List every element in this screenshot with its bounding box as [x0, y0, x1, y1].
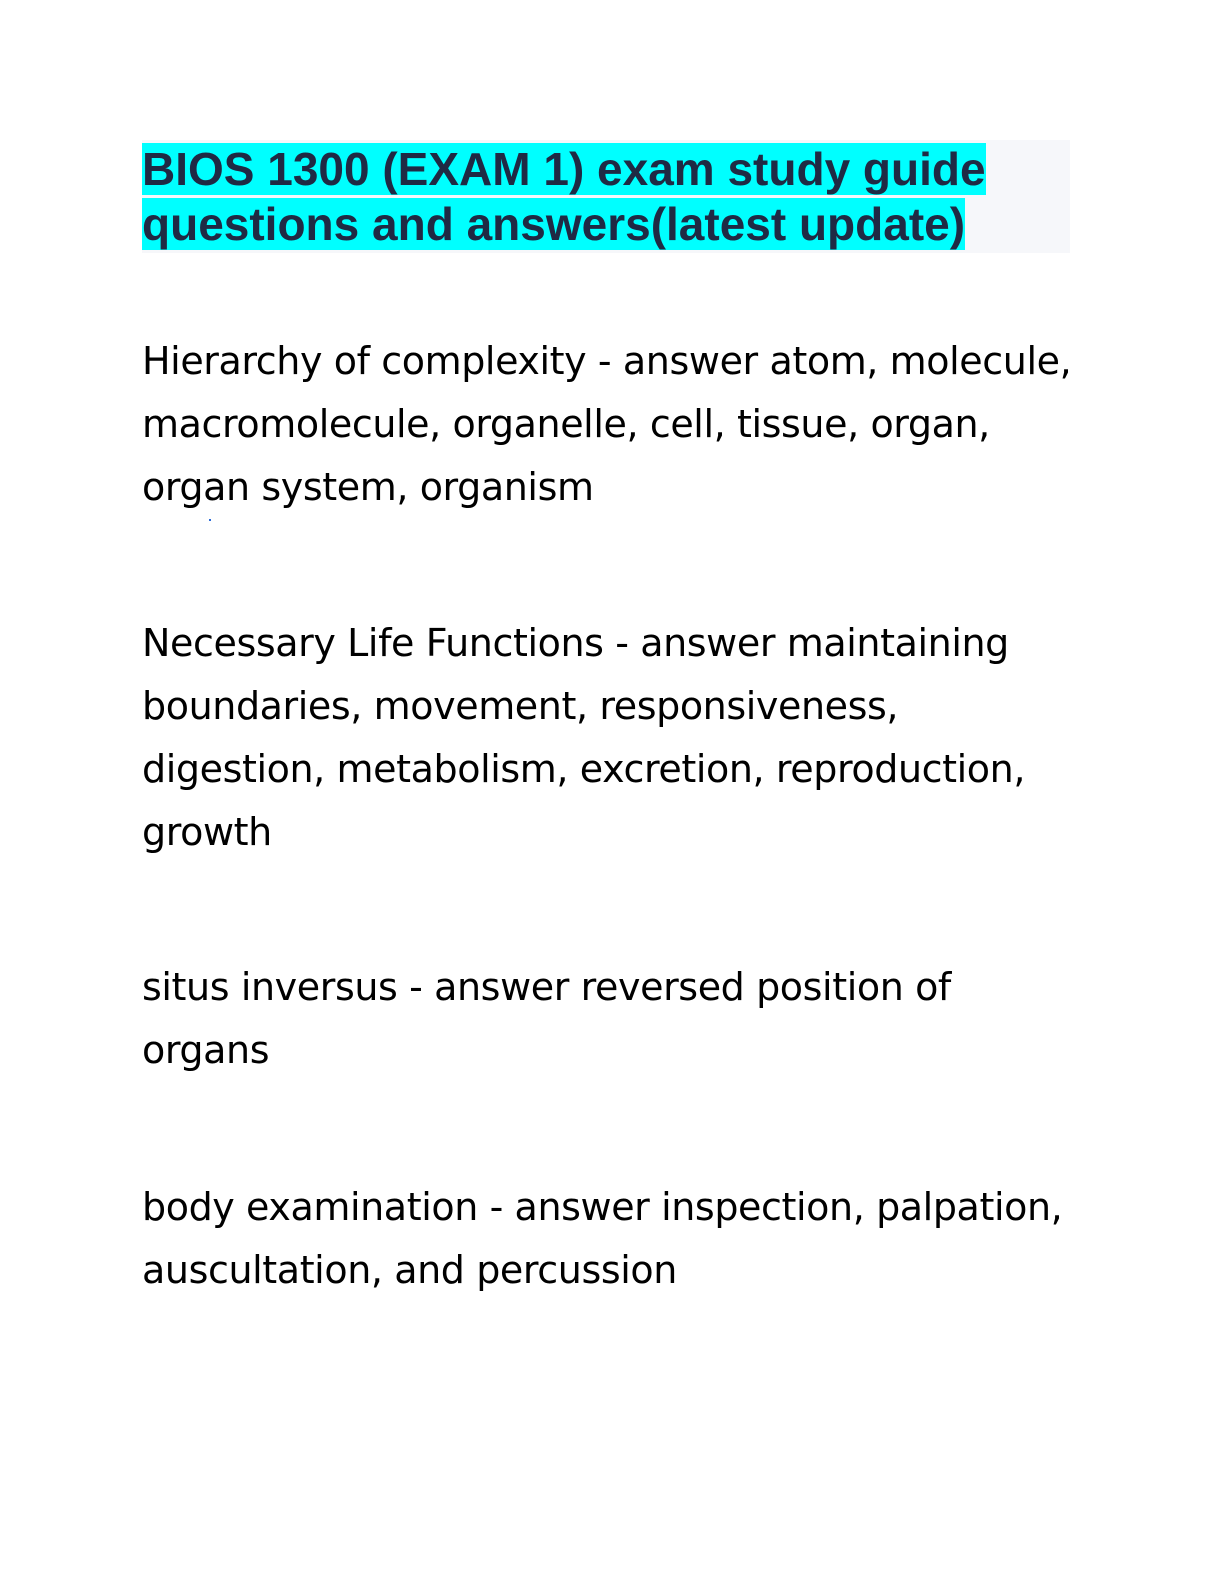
qa-answer: atom, molecule, macromolecule, organelle, cell, tissue, organ, organ system, organism	[142, 339, 1072, 509]
qa-separator: - answer	[586, 339, 770, 383]
document-title	[142, 142, 1022, 252]
qa-item-hierarchy-of-complexity	[142, 330, 1082, 519]
qa-separator: - answer	[397, 965, 581, 1009]
title-line-1: BIOS 1300 (EXAM 1) exam study guide	[142, 143, 986, 195]
qa-item-necessary-life-functions	[142, 612, 1082, 864]
qa-answer: reversed position of organs	[142, 965, 951, 1072]
qa-item-situs-inversus	[142, 956, 1082, 1082]
qa-term: situs inversus	[142, 965, 398, 1009]
qa-answer: maintaining boundaries, movement, responsiveness, digestion, metabolism, excretion, reproduction, growth	[142, 621, 1025, 854]
qa-term: Hierarchy of complexity	[142, 339, 587, 383]
qa-term: Necessary Life Functions	[142, 621, 604, 665]
qa-answer: inspection, palpation, auscultation, and percussion	[142, 1185, 1063, 1292]
qa-separator: - answer	[603, 621, 787, 665]
qa-term: body examination	[142, 1185, 478, 1229]
qa-item-body-examination	[142, 1176, 1082, 1302]
stray-mark	[209, 519, 211, 521]
qa-separator: - answer	[477, 1185, 662, 1229]
title-line-2: questions and answers(latest update)	[142, 198, 966, 250]
